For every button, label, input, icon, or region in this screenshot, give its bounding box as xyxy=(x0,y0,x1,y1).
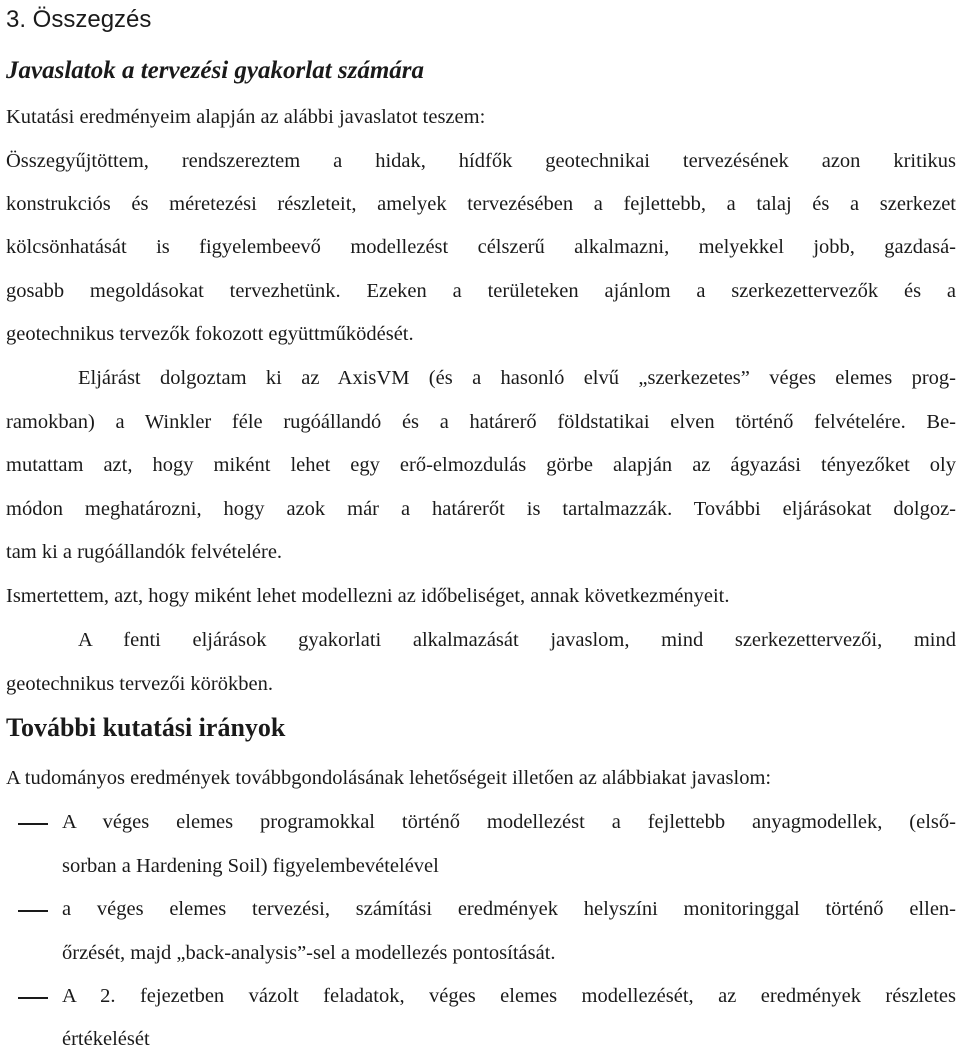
text-line: kölcsönhatását is figyelembeevő modellezést célszerű alkalmazni, melyekkel jobb, gazdasá- xyxy=(6,236,956,258)
text-line: őrzését, majd „back-analysis”-sel a modellezés pontosítását. xyxy=(62,942,556,964)
text-line: mutattam azt, hogy miként lehet egy erő-elmozdulás görbe alapján az ágyazási tényezőket oly xyxy=(6,454,956,476)
text-line: A 2. fejezetben vázolt feladatok, véges elemes modellezését, az eredmények részletes xyxy=(62,985,956,1007)
paragraph-3: Ismertettem, azt, hogy miként lehet modellezni az időbeliséget, annak következményeit. xyxy=(6,585,730,607)
dash-bullet-icon xyxy=(18,823,48,825)
section-heading: 3. Összegzés xyxy=(6,6,152,33)
text-line: sorban a Hardening Soil) figyelembevételével xyxy=(62,855,439,877)
text-line: A véges elemes programokkal történő modellezést a fejlettebb anyagmodellek, (első- xyxy=(62,811,956,833)
text-line: geotechnikus tervezők fokozott együttműködését. xyxy=(6,323,414,345)
text-line: A fenti eljárások gyakorlati alkalmazását javaslom, mind szerkezettervezői, mind xyxy=(78,629,956,651)
text-line: Eljárást dolgoztam ki az AxisVM (és a hasonló elvű „szerkezetes” véges elemes prog- xyxy=(78,367,956,389)
text-line: tam ki a rugóállandók felvételére. xyxy=(6,541,283,563)
text-line: értékelését xyxy=(62,1028,150,1050)
text-line: geotechnikus tervezői körökben. xyxy=(6,673,273,695)
text-line: a véges elemes tervezési, számítási eredmények helyszíni monitoringgal történő ellen- xyxy=(62,898,956,920)
intro-text: Kutatási eredményeim alapján az alábbi javaslatot teszem: xyxy=(6,106,486,128)
text-line: gosabb megoldásokat tervezhetünk. Ezeken a területeken ajánlom a szerkezettervezők és a xyxy=(6,280,956,302)
subheading-further-research: További kutatási irányok xyxy=(6,713,286,742)
dash-bullet-icon xyxy=(18,910,48,912)
dash-bullet-icon xyxy=(18,997,48,999)
intro-text-2: A tudományos eredmények továbbgondolásának lehetőségeit illetően az alábbiakat javaslom: xyxy=(6,767,772,789)
text-line: Összegyűjtöttem, rendszereztem a hidak, hídfők geotechnikai tervezésének azon kritikus xyxy=(6,150,956,172)
subheading-recommendations: Javaslatok a tervezési gyakorlat számára xyxy=(6,57,425,84)
text-line: konstrukciós és méretezési részleteit, amelyek tervezésében a fejlettebb, a talaj és a szerkezet xyxy=(6,193,956,215)
text-line: ramokban) a Winkler féle rugóállandó és a határerő földstatikai elven történő felvételére. Be- xyxy=(6,411,956,433)
text-line: módon meghatározni, hogy azok már a határerőt is tartalmazzák. További eljárásokat dolgoz- xyxy=(6,498,956,520)
